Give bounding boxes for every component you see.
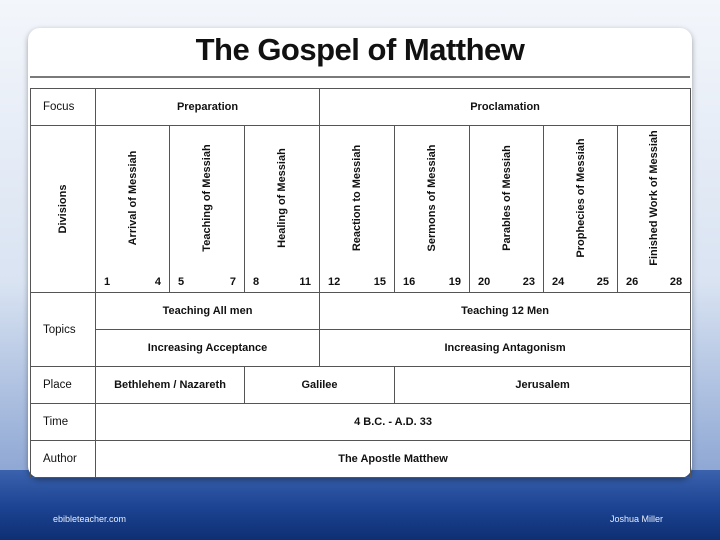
topic-teaching-12: Teaching 12 Men xyxy=(320,293,691,330)
chapter-end: 4 xyxy=(154,276,161,288)
author-row xyxy=(31,441,691,478)
time-label: Time xyxy=(31,404,96,441)
chapter-end: 11 xyxy=(299,276,312,288)
place-bethlehem: Bethlehem / Nazareth xyxy=(96,367,245,404)
chapter-start: 16 xyxy=(403,276,416,288)
division-name: Teaching of Messiah xyxy=(201,144,213,252)
page-title: The Gospel of Matthew xyxy=(195,32,525,67)
author-label: Author xyxy=(31,441,96,478)
place-row xyxy=(31,367,691,404)
chapter-end: 28 xyxy=(669,276,683,288)
chapter-start: 5 xyxy=(178,276,185,288)
focus-row xyxy=(31,89,691,126)
chapter-start: 12 xyxy=(328,276,341,288)
place-label: Place xyxy=(31,367,96,404)
author-value: The Apostle Matthew xyxy=(96,441,691,478)
footer-website: ebibleteacher.com xyxy=(53,514,127,524)
division-2 xyxy=(170,126,245,293)
division-name: Healing of Messiah xyxy=(276,148,289,248)
division-name: Finished Work of Messiah xyxy=(648,130,661,266)
topics-label: Topics xyxy=(31,293,96,367)
division-name: Reaction to Messiah xyxy=(351,144,364,252)
division-7 xyxy=(544,126,618,293)
topic-antagonism: Increasing Antagonism xyxy=(320,330,691,367)
slide-footer-band xyxy=(0,470,720,540)
division-name: Parables of Messiah xyxy=(500,145,513,251)
topic-acceptance: Increasing Acceptance xyxy=(96,330,320,367)
chapter-end: 23 xyxy=(522,276,536,288)
time-row xyxy=(31,404,691,441)
overview-chart xyxy=(30,88,691,478)
focus-preparation: Preparation xyxy=(96,89,320,126)
topics-row-1 xyxy=(31,293,691,330)
division-5 xyxy=(395,126,470,293)
footer-author: Joshua Miller xyxy=(610,514,664,524)
division-name: Sermons of Messiah xyxy=(426,144,439,252)
chapter-start: 8 xyxy=(253,276,260,288)
chapter-end: 15 xyxy=(373,276,387,288)
divisions-label: Divisions xyxy=(57,184,69,234)
topics-row-2 xyxy=(31,330,691,367)
chapter-start: 20 xyxy=(478,276,491,288)
focus-label: Focus xyxy=(31,89,96,126)
division-4 xyxy=(320,126,395,293)
division-1 xyxy=(96,126,170,293)
chapter-end: 19 xyxy=(448,276,462,288)
chapter-start: 24 xyxy=(552,276,565,288)
division-6 xyxy=(470,126,544,293)
division-3 xyxy=(245,126,320,293)
chapter-end: 25 xyxy=(596,276,610,288)
division-name: Arrival of Messiah xyxy=(126,150,139,246)
division-name: Prophecies of Messiah xyxy=(574,138,587,258)
topic-teaching-all: Teaching All men xyxy=(96,293,320,330)
place-galilee: Galilee xyxy=(245,367,395,404)
divisions-label-cell xyxy=(31,126,96,293)
time-value: 4 B.C. - A.D. 33 xyxy=(96,404,691,441)
chapter-end: 7 xyxy=(229,276,236,288)
title-divider xyxy=(30,76,690,78)
chapter-start: 1 xyxy=(104,276,111,288)
division-8 xyxy=(618,126,691,293)
divisions-row xyxy=(31,126,691,293)
focus-proclamation: Proclamation xyxy=(320,89,691,126)
chapter-start: 26 xyxy=(626,276,639,288)
place-jerusalem: Jerusalem xyxy=(395,367,691,404)
